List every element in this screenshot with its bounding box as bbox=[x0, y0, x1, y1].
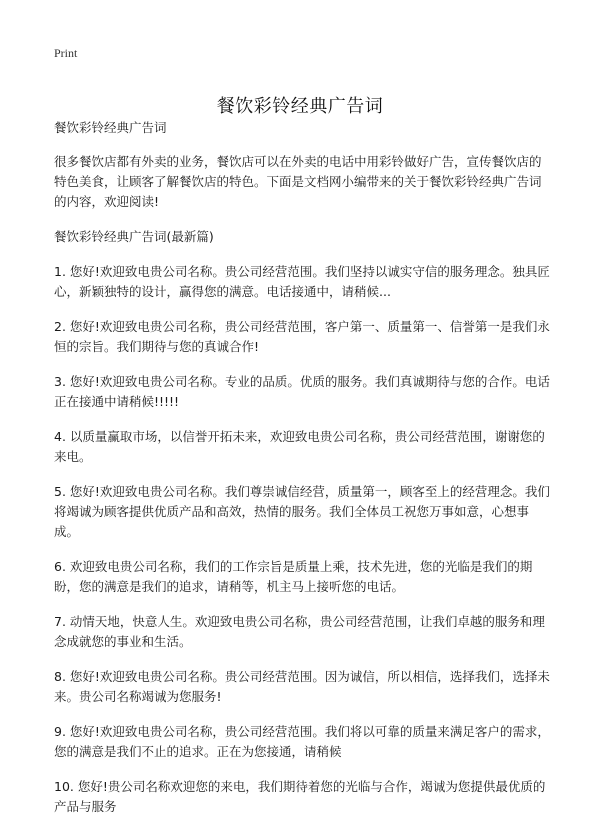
document-subtitle: 餐饮彩铃经典广告词 bbox=[54, 120, 167, 135]
print-label: Print bbox=[54, 46, 78, 60]
list-item: 7. 动情天地，快意人生。欢迎致电贵公司名称，贵公司经营范围，让我们卓越的服务和理念成就您的事业和生活。 bbox=[54, 614, 545, 649]
document-title: 餐饮彩铃经典广告词 bbox=[216, 96, 384, 118]
document-content bbox=[54, 118, 550, 832]
intro-paragraph: 很多餐饮店都有外卖的业务，餐饮店可以在外卖的电话中用彩铃做好广告，宣传餐饮店的特色美食，让顾客了解餐饮店的特色。下面是文档网小编带来的关于餐饮彩铃经典广告词的内容，欢迎阅读! bbox=[54, 154, 542, 209]
list-item: 1. 您好!欢迎致电贵公司名称。贵公司经营范围。我们坚持以诚实守信的服务理念。独具匠心，新颖独特的设计，赢得您的满意。电话接通中，请稍候... bbox=[54, 264, 550, 299]
list-item: 10. 您好!贵公司名称欢迎您的来电，我们期待着您的光临与合作，竭诚为您提供最优质的产品与服务 bbox=[54, 779, 546, 814]
section-heading: 餐饮彩铃经典广告词(最新篇) bbox=[54, 229, 214, 244]
list-item: 3. 您好!欢迎致电贵公司名称。专业的品质。优质的服务。我们真诚期待与您的合作。电话正在接通中请稍候!!!!! bbox=[54, 374, 550, 409]
list-item: 2. 您好!欢迎致电贵公司名称，贵公司经营范围，客户第一、质量第一、信誉第一是我们永恒的宗旨。我们期待与您的真诚合作! bbox=[54, 319, 550, 354]
list-item: 4. 以质量赢取市场，以信誉开拓未来，欢迎致电贵公司名称，贵公司经营范围，谢谢您的来电。 bbox=[54, 429, 545, 464]
list-item: 8. 您好!欢迎致电贵公司名称。贵公司经营范围。因为诚信，所以相信，选择我们，选择未来。贵公司名称竭诚为您服务! bbox=[54, 669, 550, 704]
list-item: 9. 您好!欢迎致电贵公司名称，贵公司经营范围。我们将以可靠的质量来满足客户的需求，您的满意是我们不止的追求。正在为您接通，请稍候 bbox=[54, 724, 550, 759]
list-item: 5. 您好!欢迎致电贵公司名称。我们尊崇诚信经营，质量第一，顾客至上的经营理念。我们将竭诚为顾客提供优质产品和高效，热情的服务。我们全体员工祝您万事如意，心想事成。 bbox=[54, 484, 550, 539]
list-item: 6. 欢迎致电贵公司名称，我们的工作宗旨是质量上乘，技术先进，您的光临是我们的期盼，您的满意是我们的追求，请稍等，机主马上接听您的电话。 bbox=[54, 559, 533, 594]
